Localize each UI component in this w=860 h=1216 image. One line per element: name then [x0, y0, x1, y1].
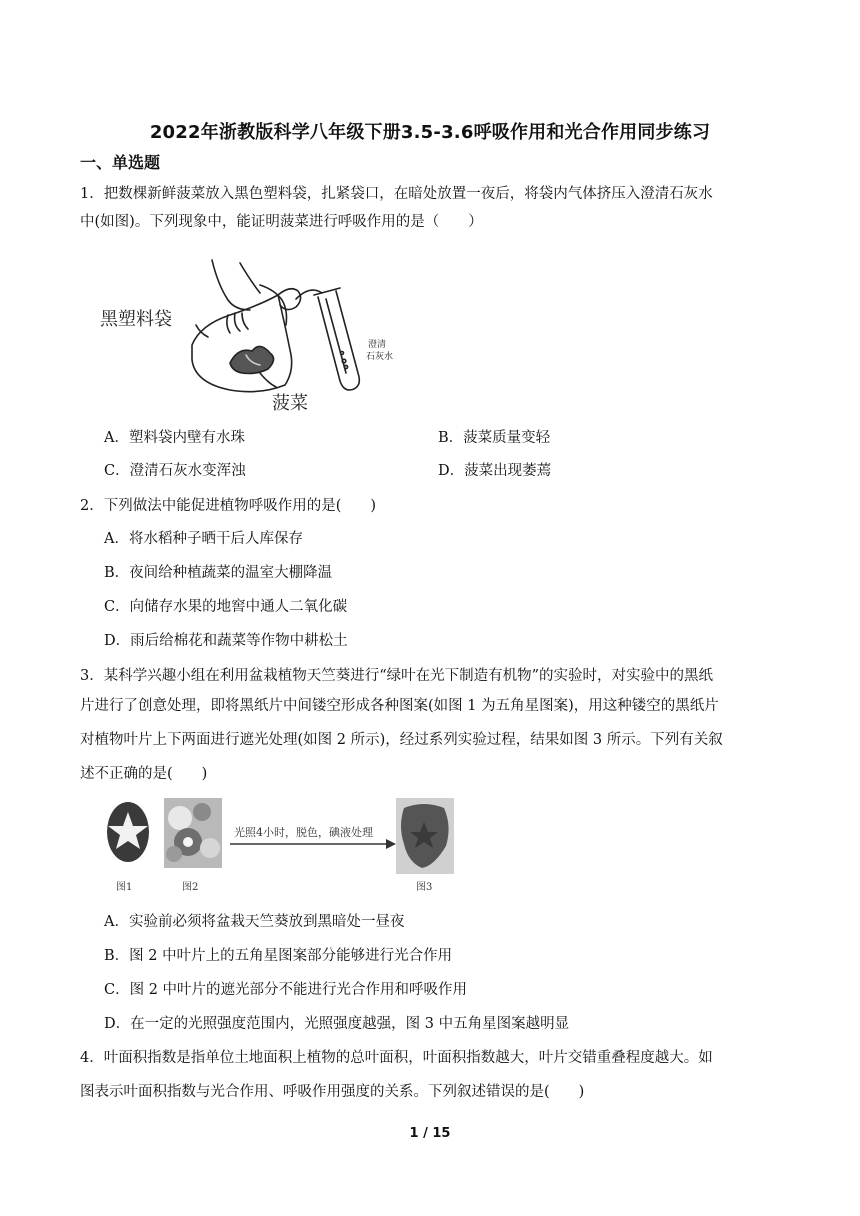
question-2-option-c[interactable]: C．向储存水果的地窖中通人二氧化碳	[104, 599, 348, 615]
fig1-caption: 图1	[116, 882, 133, 893]
fig3-caption: 图3	[416, 882, 433, 893]
limewater-label-2: 石灰水	[366, 352, 394, 362]
limewater-label-1: 澄清	[368, 340, 387, 350]
bag-label: 黑塑料袋	[100, 309, 172, 330]
question-3-line-3: 对植物叶片上下两面进行遮光处理(如图 2 所示)，经过系列实验过程，结果如图 3 所示。下列有关叙	[80, 732, 723, 748]
question-3-line-1: 3．某科学兴趣小组在利用盆栽植物天竺葵进行“绿叶在光下制造有机物”的实验时，对实验中的黑纸	[80, 668, 714, 684]
question-3-number: 3．	[80, 668, 104, 684]
question-1-option-c[interactable]: C．澄清石灰水变浑浊	[104, 463, 246, 479]
question-3-line-4: 述不正确的是( )	[80, 766, 208, 782]
question-2-line-1: 2．下列做法中能促进植物呼吸作用的是( )	[80, 498, 377, 514]
question-1-option-b[interactable]: B．菠菜质量变轻	[438, 430, 551, 446]
question-2-number: 2．	[80, 498, 104, 514]
question-3-option-a[interactable]: A．实验前必须将盆栽天竺葵放到黑暗处一昼夜	[104, 914, 405, 930]
fig2-caption: 图2	[182, 882, 199, 893]
question-4-number: 4．	[80, 1050, 104, 1066]
question-1-line-2: 中(如图)。下列现象中，能证明菠菜进行呼吸作用的是（ ）	[80, 214, 483, 230]
arrow-process-label: 光照4小时，脱色，碘液处理	[234, 826, 373, 839]
question-2-option-a[interactable]: A．将水稻种子晒干后人库保存	[104, 531, 303, 547]
spinach-bag-figure	[100, 255, 400, 415]
page-number: 1 / 15	[409, 1126, 451, 1141]
question-2-option-d[interactable]: D．雨后给棉花和蔬菜等作物中耕松土	[104, 633, 348, 649]
document-title: 2022年浙教版科学八年级下册3.5-3.6呼吸作用和光合作用同步练习	[149, 122, 711, 143]
question-1-number: 1．	[80, 186, 104, 202]
question-2-option-b[interactable]: B．夜间给种植蔬菜的温室大棚降温	[104, 565, 333, 581]
question-3-line-2: 片进行了创意处理，即将黑纸片中间镂空形成各种图案(如图 1 为五角星图案)，用这种镂空的黑纸片	[80, 698, 719, 714]
question-4-line-2: 图表示叶面积指数与光合作用、呼吸作用强度的关系。下列叙述错误的是( )	[80, 1084, 585, 1100]
section-heading: 一、单选题	[80, 153, 161, 172]
question-3-option-b[interactable]: B．图 2 中叶片上的五角星图案部分能够进行光合作用	[104, 948, 453, 964]
question-3-option-c[interactable]: C．图 2 中叶片的遮光部分不能进行光合作用和呼吸作用	[104, 982, 468, 998]
spinach-label: 菠菜	[272, 393, 308, 414]
leaf-star-figure	[104, 796, 464, 900]
question-3-option-d[interactable]: D．在一定的光照强度范围内，光照强度越强，图 3 中五角星图案越明显	[104, 1016, 570, 1032]
question-1-option-d[interactable]: D．菠菜出现萎蔫	[438, 463, 552, 479]
question-1-option-a[interactable]: A．塑料袋内壁有水珠	[104, 430, 245, 446]
question-1-line-1: 1．把数棵新鲜菠菜放入黑色塑料袋，扎紧袋口，在暗处放置一夜后，将袋内气体挤压入澄清石灰水	[80, 186, 713, 202]
question-4-line-1: 4．叶面积指数是指单位土地面积上植物的总叶面积，叶面积指数越大，叶片交错重叠程度越大。如	[80, 1050, 713, 1066]
